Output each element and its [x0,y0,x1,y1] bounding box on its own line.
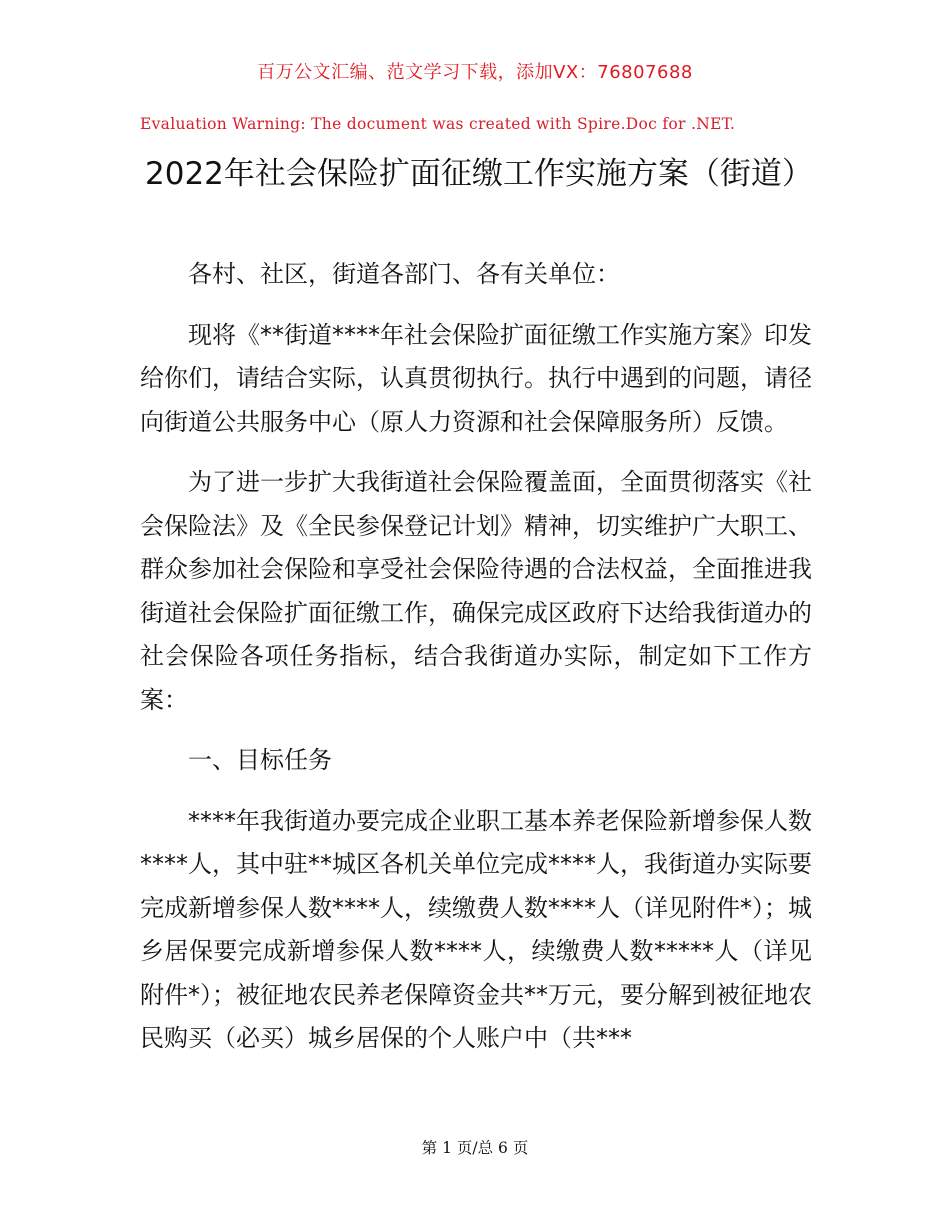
notice-paragraph: 现将《**街道****年社会保险扩面征缴工作实施方案》印发给你们，请结合实际，认真贯彻执行。执行中遇到的问题，请径向街道公共服务中心（原人力资源和社会保障服务所）反馈。 [140,320,812,436]
header-banner: 百万公文汇编、范文学习下载，添加VX：76807688 [257,62,693,83]
section-heading: 一、目标任务 [188,746,332,774]
purpose-paragraph: 为了进一步扩大我街道社会保险覆盖面，全面贯彻落实《社会保险法》及《全民参保登记计划》精神，切实维护广大职工、群众参加社会保险和享受社会保险待遇的合法权益，全面推进我街道社会保险扩面征缴工作，确保完成区政府下达给我街道办的社会保险各项任务指标，结合我街道办实际，制定如下工作方案： [140,468,812,714]
targets-paragraph: ****年我街道办要完成企业职工基本养老保险新增参保人数****人，其中驻**城区各机关单位完成****人，我街道办实际要完成新增参保人数****人，续缴费人数****人（详见附件*）；城乡居保要完成新增参保人数****人，续缴费人数*****人（详见附件*）；被征地农民养老保障资金共**万元，要分解到被征地农民购买（必买）城乡居保的个人账户中（共*** [140,806,812,1052]
evaluation-warning: Evaluation Warning: The document was created with Spire.Doc for .NET. [140,115,736,133]
salutation-paragraph: 各村、社区，街道各部门、各有关单位： [188,260,620,288]
document-body [140,253,812,1078]
page-footer: 第 1 页/总 6 页 [421,1139,529,1157]
document-title: 2022年社会保险扩面征缴工作实施方案（街道） [145,156,813,192]
